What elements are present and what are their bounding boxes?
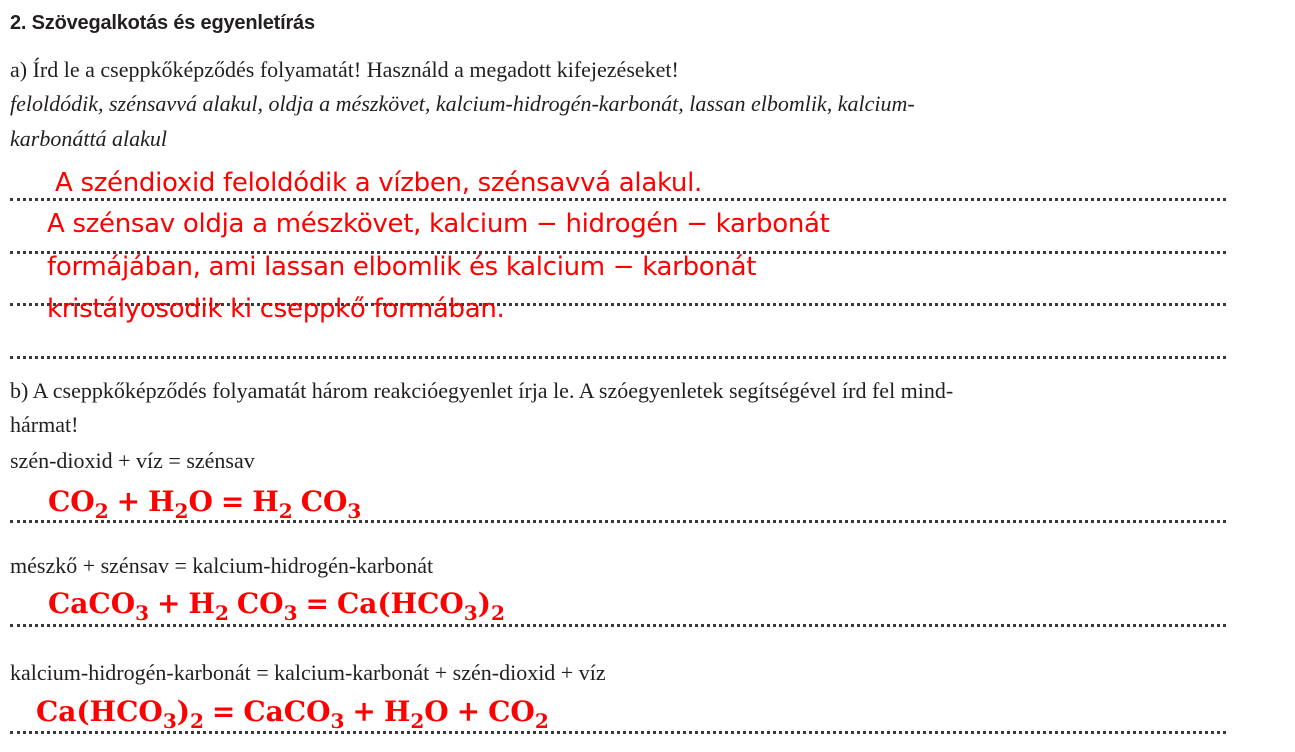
answer-line-4: [10, 356, 1226, 359]
handwritten-answer-line-1: A széndioxid feloldódik a vízben, szénsavvá alakul.: [55, 168, 702, 198]
eq3-h2o: $H_2O$: [383, 695, 449, 733]
eq1-h2co3: $H_2$ $CO_3$: [252, 485, 362, 523]
eq2-h2co3: $H_2$ $CO_3$: [188, 587, 298, 625]
task-a-prompt: a) Írd le a cseppkőképződés folyamatát! Használd a megadott kifejezéseket!: [10, 57, 679, 82]
eq1-h2o: $H_2O$: [148, 485, 213, 523]
eq1-co2: $CO_2$: [48, 485, 109, 523]
task-a-terms-line-2: karbonáttá alakul: [10, 126, 168, 151]
answer-line-5: [10, 520, 1226, 523]
eq3-caco3: CaCO$_3$: [243, 695, 345, 733]
answer-line-6: [10, 624, 1226, 627]
eq2-ca-hco3-2: $Ca(HCO_3)_2$: [336, 587, 505, 625]
task-b-prompt-line-1: b) A cseppkőképződés folyamatát három reakcióegyenlet írja le. A szóegyenletek segítségével írd fel mind-: [10, 378, 954, 403]
handwritten-answer-line-4: kristályosodik ki cseppkő formában.: [47, 294, 505, 324]
chemical-equation-1: $CO_2 + H_2O = H_2$ $CO_3$: [48, 485, 362, 523]
eq3-co2: $CO_2$: [488, 695, 549, 733]
answer-line-7: [10, 731, 1226, 734]
eq2-caco3: CaCO$_3$: [48, 587, 150, 625]
handwritten-answer-line-3: formájában, ami lassan elbomlik és kalcium − karbonát: [47, 252, 757, 282]
word-equation-3: kalcium-hidrogén-karbonát = kalcium-karbonát + szén-dioxid + víz: [10, 660, 606, 685]
section-title: 2. Szövegalkotás és egyenletírás: [10, 12, 315, 34]
eq3-ca-hco3-2: $Ca(HCO_3)_2$: [36, 695, 204, 733]
task-b-prompt-line-2: hármat!: [10, 412, 79, 437]
task-a-terms-line-1: feloldódik, szénsavvá alakul, oldja a mészkövet, kalcium-hidrogén-karbonát, lassan elbomlik, kalcium-: [10, 91, 915, 116]
word-equation-2: mészkő + szénsav = kalcium-hidrogén-karbonát: [10, 553, 434, 578]
handwritten-answer-line-2: A szénsav oldja a mészkövet, kalcium − hidrogén − karbonát: [47, 209, 830, 239]
word-equation-1: szén-dioxid + víz = szénsav: [10, 448, 255, 473]
chemical-equation-3: $Ca(HCO_3)_2$ = CaCO$_3$ + $H_2O + CO_2$: [36, 695, 549, 733]
chemical-equation-2: CaCO$_3$ + $H_2$ $CO_3 = Ca(HCO_3)_2$: [48, 587, 505, 625]
